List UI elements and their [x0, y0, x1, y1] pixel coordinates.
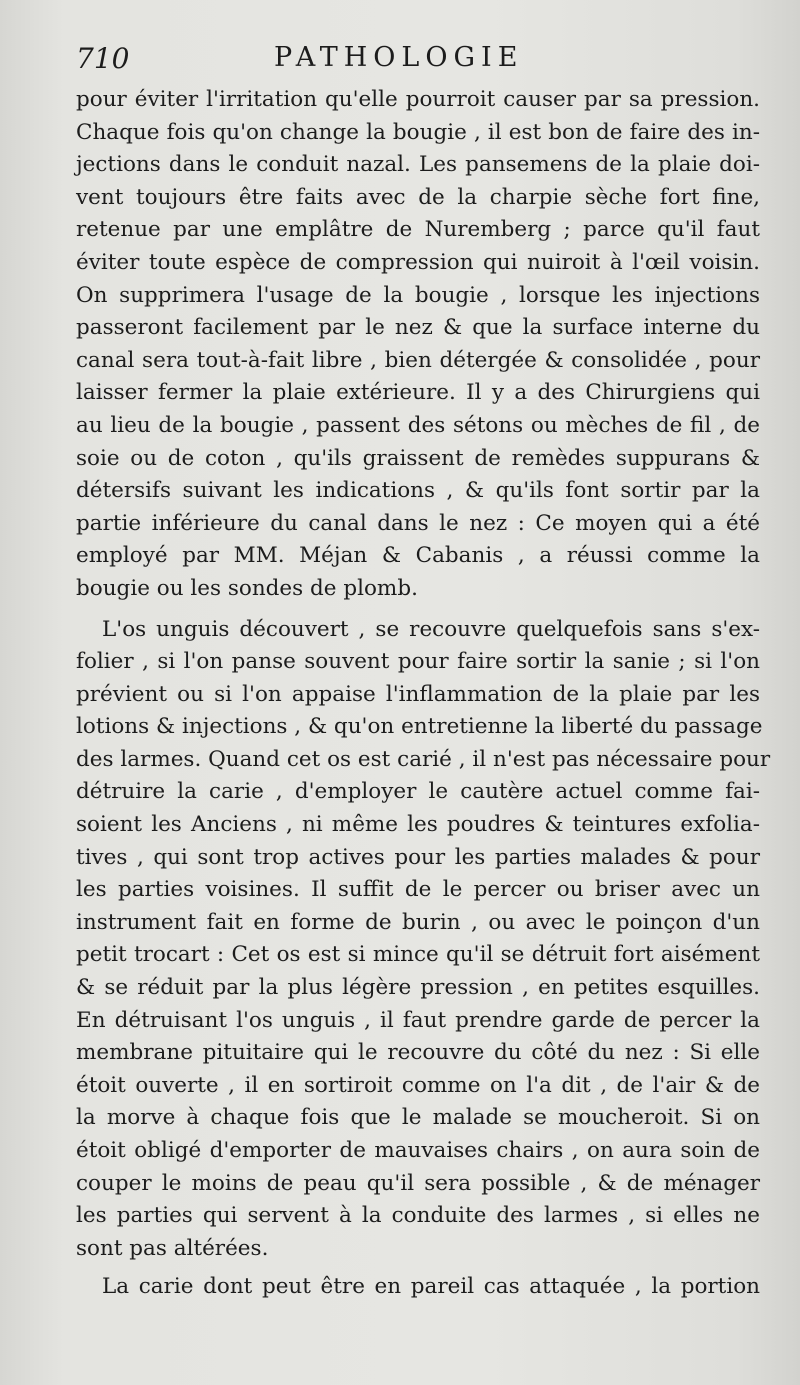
- text-line: soient les Anciens , ni même les poudres & teintures exfolia-: [76, 812, 760, 838]
- text-line: lotions & injections , & qu'on entretienne la liberté du passage: [76, 714, 763, 740]
- text-line: petit trocart : Cet os est si mince qu'il se détruit fort aisément: [76, 942, 760, 968]
- page-header: [76, 42, 752, 82]
- text-line: On supprimera l'usage de la bougie , lorsque les injections: [76, 282, 760, 308]
- text-line: laisser fermer la plaie extérieure. Il y a des Chirurgiens qui: [76, 380, 760, 406]
- text-line: instrument fait en forme de burin , ou avec le poinçon d'un: [76, 909, 760, 935]
- text-line: vent toujours être faits avec de la charpie sèche fort fine,: [76, 184, 760, 210]
- text-line: jections dans le conduit nazal. Les pansemens de la plaie doi-: [76, 152, 760, 178]
- text-line: L'os unguis découvert , se recouvre quelquefois sans s'ex-: [102, 616, 760, 642]
- text-line: retenue par une emplâtre de Nuremberg ; parce qu'il faut: [76, 217, 760, 243]
- text-line: éviter toute espèce de compression qui nuiroit à l'œil voisin.: [76, 249, 760, 275]
- text-line: partie inférieure du canal dans le nez : Ce moyen qui a été: [76, 510, 760, 536]
- body-text: [76, 84, 771, 1304]
- paragraph-2: [76, 614, 771, 1266]
- text-line: détersifs suivant les indications , & qu'ils font sortir par la: [76, 478, 760, 504]
- text-line: tives , qui sont trop actives pour les parties malades & pour: [76, 844, 760, 870]
- running-head: PATHOLOGIE: [274, 42, 524, 73]
- text-line: les parties voisines. Il suffit de le percer ou briser avec un: [76, 877, 760, 903]
- text-line: couper le moins de peau qu'il sera possible , & de ménager: [76, 1170, 760, 1196]
- text-line: des larmes. Quand cet os est carié , il n'est pas nécessaire pour: [76, 746, 771, 772]
- text-line: En détruisant l'os unguis , il faut prendre garde de percer la: [76, 1007, 760, 1033]
- text-line: étoit obligé d'emporter de mauvaises chairs , on aura soin de: [76, 1138, 760, 1163]
- text-line: soie ou de coton , qu'ils graissent de remèdes suppurans &: [76, 445, 760, 471]
- text-line: Chaque fois qu'on change la bougie , il est bon de faire des in-: [76, 119, 760, 145]
- text-line: canal sera tout-à-fait libre , bien détergée & consolidée , pour: [76, 347, 760, 373]
- text-line: passeront facilement par le nez & que la surface interne du: [76, 315, 760, 341]
- text-line: sont pas altérées.: [76, 1235, 269, 1261]
- text-line: pour éviter l'irritation qu'elle pourroit causer par sa pression.: [76, 87, 760, 112]
- text-line: la morve à chaque fois que le malade se moucheroit. Si on: [76, 1105, 760, 1131]
- text-line: employé par MM. Méjan & Cabanis , a réussi comme la: [76, 543, 760, 569]
- paragraph-spacer: [76, 606, 760, 614]
- paragraph-3: [76, 1271, 760, 1304]
- text-line: & se réduit par la plus légère pression , en petites esquilles.: [76, 975, 760, 1001]
- text-line: détruire la carie , d'employer le cautère actuel comme fai-: [76, 779, 760, 805]
- text-line: membrane pituitaire qui le recouvre du côté du nez : Si elle: [76, 1040, 760, 1066]
- text-line: folier , si l'on panse souvent pour faire sortir la sanie ; si l'on: [76, 649, 760, 675]
- text-line: au lieu de la bougie , passent des sétons ou mèches de fil , de: [76, 412, 760, 438]
- text-line: La carie dont peut être en pareil cas attaquée , la portion: [102, 1274, 760, 1300]
- text-line: les parties qui servent à la conduite des larmes , si elles ne: [76, 1203, 760, 1229]
- text-line: étoit ouverte , il en sortiroit comme on l'a dit , de l'air & de: [76, 1072, 760, 1098]
- paragraph-1: [76, 84, 760, 606]
- text-line: prévient ou si l'on appaise l'inflammation de la plaie par les: [76, 681, 760, 707]
- page-number: 710: [76, 42, 130, 75]
- text-line: bougie ou les sondes de plomb.: [76, 575, 418, 601]
